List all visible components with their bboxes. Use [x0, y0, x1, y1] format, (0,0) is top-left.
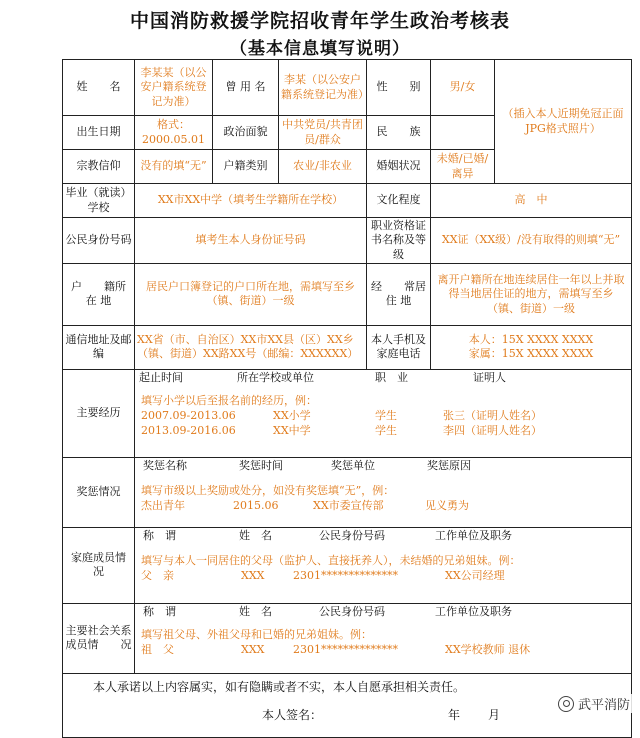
experience-label: 主要经历 [63, 369, 135, 457]
hukou-type-value: 农业/非农业 [279, 150, 367, 184]
awards-header-unit: 奖惩单位 [331, 458, 375, 472]
id-value: 填考生本人身份证号码 [135, 218, 367, 264]
experience-row [135, 423, 631, 438]
awards-reason: 见义勇为 [425, 498, 469, 512]
family-header [135, 528, 631, 543]
family-row [135, 568, 631, 583]
family-header-name: 姓 名 [239, 528, 272, 542]
political-label: 政治面貌 [213, 116, 279, 150]
family-note: 填写与本人一同居住的父母（监护人、直接抚养人），未结婚的兄弟姐妹。例： [141, 553, 521, 567]
awards-header [135, 458, 631, 473]
political-value: 中共党员/共青团员/群众 [279, 116, 367, 150]
watermark-logo [556, 694, 632, 713]
ethnic-value [431, 116, 495, 150]
awards-name: 杰出青年 [141, 498, 185, 512]
form-subtitle: （基本信息填写说明） [230, 39, 410, 59]
experience-time: 2007.09-2013.06 [141, 408, 236, 422]
qualification-value: XX证（XX级）/没有取得的则填“无” [431, 218, 632, 264]
hukou-value: 居民户口簿登记的户口所在地，需填写至乡（镇、街道）一级 [135, 263, 367, 325]
family-header-relation: 称 谓 [143, 528, 176, 542]
residence-label: 经 常居 住 地 [367, 263, 431, 325]
address-value: XX省（市、自治区）XX市XX县（区）XX乡（镇、街道）XX路XX号（邮编：XXXXXX） [135, 325, 367, 369]
school-label: 毕业（就读）学校 [63, 184, 135, 218]
social-name: XXX [241, 642, 265, 656]
birth-value: 格式：2000.05.01 [135, 116, 213, 150]
social-header [135, 604, 631, 619]
awards-time: 2015.06 [233, 498, 279, 512]
id-label: 公民身份号码 [63, 218, 135, 264]
experience-note: 填写小学以后至报名前的经历，例： [141, 393, 317, 407]
signature-month: 月 [488, 708, 501, 722]
religion-value: 没有的填“无” [135, 150, 213, 184]
phone-label: 本人手机及家庭电话 [367, 325, 431, 369]
former-name-value: 李某（以公安户籍系统登记为准） [279, 60, 367, 116]
name-label: 姓 名 [63, 60, 135, 116]
form-title: 中国消防救援学院招收青年学生政治考核表 [129, 10, 510, 32]
gender-value: 男/女 [431, 60, 495, 116]
education-label: 文化程度 [367, 184, 431, 218]
experience-witness: 张三（证明人姓名） [443, 408, 542, 422]
social-row [135, 642, 631, 657]
social-header-work: 工作单位及职务 [435, 604, 512, 618]
awards-label: 奖惩情况 [63, 457, 135, 527]
signature-year: 年 [448, 708, 461, 722]
experience-unit: XX中学 [273, 423, 311, 437]
social-relation: 祖 父 [141, 642, 174, 656]
experience-header-job: 职 业 [375, 370, 408, 384]
watermark-text: 武平消防 [577, 698, 630, 713]
wechat-icon [558, 696, 574, 712]
family-id: 2301************** [293, 568, 398, 582]
family-header-id: 公民身份号码 [319, 528, 385, 542]
address-label: 通信地址及邮编 [63, 325, 135, 369]
signature-label: 本人签名： [262, 708, 323, 722]
experience-job: 学生 [375, 423, 397, 437]
gender-label: 性 别 [367, 60, 431, 116]
photo-placeholder: （插入本人近期免冠正面JPG格式照片） [495, 60, 632, 184]
promise-cell [63, 673, 632, 737]
social-note: 填写祖父母、外祖父母和已婚的兄弟姐妹。例： [141, 627, 372, 641]
experience-section [135, 369, 632, 457]
experience-header-witness: 证明人 [473, 370, 506, 384]
experience-job: 学生 [375, 408, 397, 422]
qualification-label: 职业资格证书名称及等级 [367, 218, 431, 264]
residence-value: 离开户籍所在地连续居住一年以上并取得当地居住证的地方，需填写至乡（镇、街道）一级 [431, 263, 632, 325]
religion-label: 宗教信仰 [63, 150, 135, 184]
family-relation: 父 亲 [141, 568, 174, 582]
experience-header [135, 370, 631, 385]
family-name: XXX [241, 568, 265, 582]
social-work: XX学校教师 退休 [445, 642, 531, 656]
phone-self: 本人：15X XXXX XXXX [468, 333, 594, 347]
info-form-table [62, 59, 632, 738]
awards-header-name: 奖惩名称 [143, 458, 187, 472]
awards-note: 填写市级以上奖励或处分，如没有奖惩填“无”，例： [141, 483, 395, 497]
former-name-label: 曾 用 名 [213, 60, 279, 116]
family-work: XX公司经理 [445, 568, 505, 582]
awards-row [135, 498, 631, 513]
experience-header-unit: 所在学校或单位 [237, 370, 314, 384]
name-value: 李某某（以公安户籍系统登记为准） [135, 60, 213, 116]
experience-header-time: 起止时间 [139, 370, 183, 384]
social-label: 主要社会关系成员情 况 [63, 603, 135, 673]
family-section [135, 527, 632, 603]
ethnic-label: 民 族 [367, 116, 431, 150]
experience-witness: 李四（证明人姓名） [443, 423, 542, 437]
awards-unit: XX市委宣传部 [313, 498, 384, 512]
education-value: 高 中 [431, 184, 632, 218]
experience-row [135, 408, 631, 423]
awards-header-time: 奖惩时间 [239, 458, 283, 472]
family-label: 家庭成员情 况 [63, 527, 135, 603]
awards-header-reason: 奖惩原因 [427, 458, 471, 472]
marriage-value: 未婚/已婚/离异 [431, 150, 495, 184]
social-section [135, 603, 632, 673]
school-value: XX市XX中学（填考生学籍所在学校） [135, 184, 367, 218]
social-header-id: 公民身份号码 [319, 604, 385, 618]
phone-value [431, 325, 632, 369]
hukou-type-label: 户籍类别 [213, 150, 279, 184]
promise-text: 本人承诺以上内容属实，如有隐瞒或者不实，本人自愿承担相关责任。 [93, 679, 466, 694]
birth-label: 出生日期 [63, 116, 135, 150]
social-header-relation: 称 谓 [143, 604, 176, 618]
marriage-label: 婚姻状况 [367, 150, 431, 184]
hukou-label: 户 籍所 在 地 [63, 263, 135, 325]
experience-time: 2013.09-2016.06 [141, 423, 236, 437]
awards-section [135, 457, 632, 527]
social-header-name: 姓 名 [239, 604, 272, 618]
social-id: 2301************** [293, 642, 398, 656]
family-header-work: 工作单位及职务 [435, 528, 512, 542]
phone-home: 家属：15X XXXX XXXX [468, 347, 594, 361]
experience-unit: XX小学 [273, 408, 311, 422]
